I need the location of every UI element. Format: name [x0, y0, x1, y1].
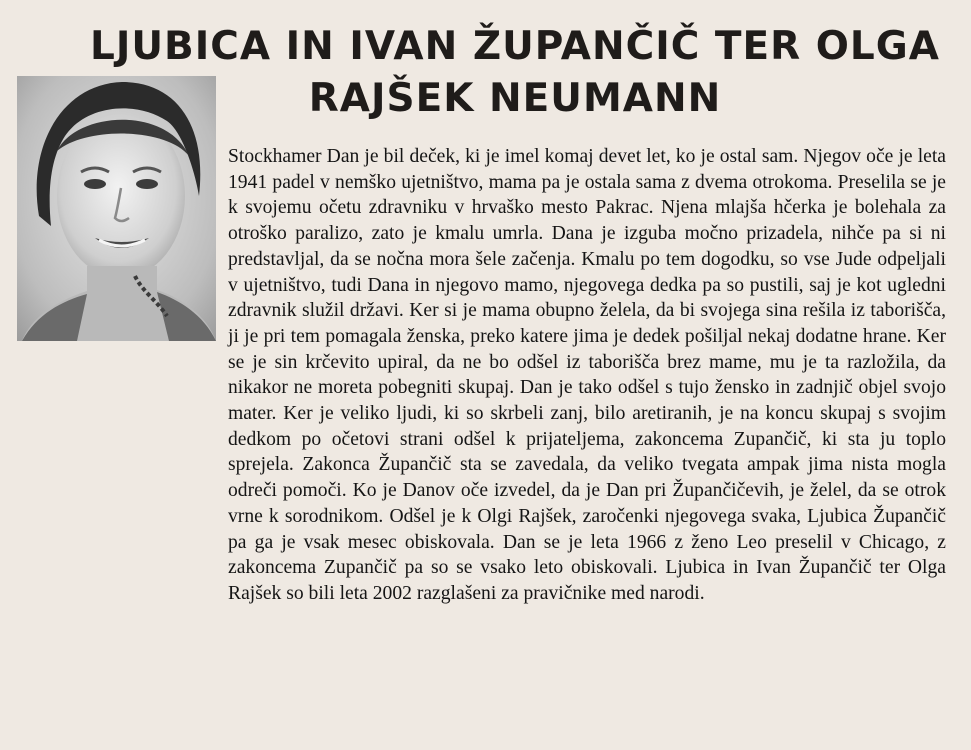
portrait-photo [17, 76, 216, 341]
title-line-1: LJUBICA IN IVAN ŽUPANČIČ TER OLGA [90, 24, 940, 69]
body-paragraph: Stockhamer Dan je bil deček, ki je imel komaj devet let, ko je ostal sam. Njegov oče je leta 1941 padel v nemško ujetništvo, mama pa je ostala sama z dvema otrokoma. Preselila se je k svojemu očetu zdravniku v hrvaško mesto Pakrac. Njena mlajša hčerka je bolehala za otroško paralizo, zato je kmalu umrla. Dana je izguba močno prizadela, nihče pa si ni predstavljal, da se nočna mora šele začenja. Kmalu po tem dogodku, so vse Jude odpeljali v ujetništvo, tudi Dana in njegovo mamo, njegovega dedka pa so pustili, saj je kot ugledni zdravnik služil državi. Ker si je mama obupno želela, da bi svojega sina rešila iz taborišča, ji je pri tem pomagala ženska, preko katere jima je dedek pošiljal nekaj dodatne hrane. Ker se je sin krčevito upiral, da ne bo odšel iz taborišča brez mame, mu je ta razložila, da nikakor ne moreta pobegniti skupaj. Dan je tako odšel s tujo žensko in zadnjič objel svojo mater. Ker je veliko ljudi, ki so skrbeli zanj, bilo aretiranih, je na koncu skupaj s svojim dedkom po očetovi strani odšel k prijateljema, zakoncema Zupančič, ki sta ju toplo sprejela. Zakonca Župančič sta se zavedala, da veliko tvegata ampak jima nista mogla odreči pomoči. Ko je Danov oče izvedel, da je Dan pri Župančičevih, je želel, da se otrok vrne k sorodnikom. Odšel je k Olgi Rajšek, zaročenki njegovega svaka, Ljubica Župančič pa ga je vsak mesec obiskovala. Dan se je leta 1966 z ženo Leo preselil v Chicago, z zakoncema Zupančič pa so se vsako leto obiskovali. Ljubica in Ivan Župančič ter Olga Rajšek so bili leta 2002 razglašeni za pravičnike med narodi. [228, 146, 946, 604]
title-line-2: RAJŠEK NEUMANN [308, 76, 722, 121]
portrait-photo-icon [17, 76, 216, 341]
